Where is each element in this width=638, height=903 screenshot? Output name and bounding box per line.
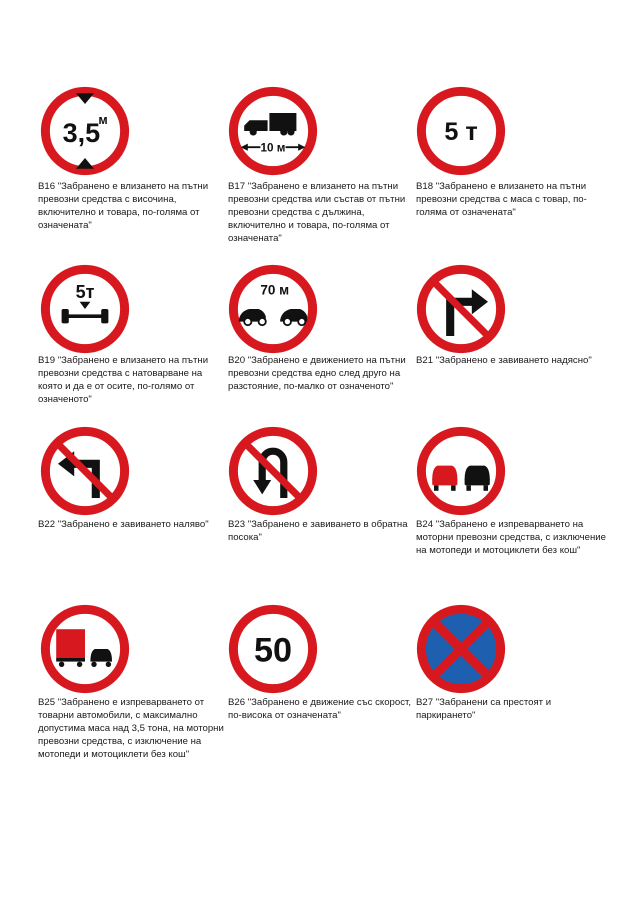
no-stopping-parking-sign-icon <box>416 604 506 694</box>
length-limit-sign-icon <box>228 86 318 176</box>
sign-caption: В27 "Забранени са престоят и паркирането" <box>416 697 552 721</box>
sign-caption: В17 "Забранено е влизането на пътни превозни средства или състав от пътни превозни средства с дължина, включително и товара, по-голяма от означената" <box>228 181 406 244</box>
sign-caption: В21 "Забранено е завиването надясно" <box>416 355 592 366</box>
svg-text:5т: 5т <box>75 282 95 303</box>
no-right-turn-sign-icon <box>416 264 506 354</box>
svg-text:м: м <box>98 112 108 127</box>
speed-limit-sign-icon <box>228 604 318 694</box>
svg-text:3,5: 3,5 <box>62 117 101 148</box>
sign-caption: В20 "Забранено е движението на пътни превозни средства едно след друго на разстояние, по-малко от означеното" <box>228 355 406 392</box>
sign-caption: В23 "Забранено е завиването в обратна посока" <box>228 519 408 543</box>
no-truck-overtaking-sign-icon <box>40 604 130 694</box>
no-u-turn-sign-icon <box>228 426 318 516</box>
sign-caption: В26 "Забранено е движение със скорост, по-висока от означената" <box>228 697 411 721</box>
sign-caption: В25 "Забранено е изпреварването от товарни автомобили, с максимално допустима маса над 3,5 тона, на моторни превозни средства, с изключение на мотопеди и мотоциклети без кош" <box>38 697 224 760</box>
sign-caption: В16 "Забранено е влизането на пътни превозни средства с височина, включително и товара, по-голяма от означената" <box>38 181 209 231</box>
svg-text:50: 50 <box>253 631 293 670</box>
min-distance-sign-icon <box>228 264 318 354</box>
no-overtaking-sign-icon <box>416 426 506 516</box>
svg-text:70 м: 70 м <box>260 282 290 298</box>
sign-caption: В24 "Забранено е изпреварването на моторни превозни средства, с изключение на мотопеди и мотоциклети без кош" <box>416 519 606 556</box>
no-left-turn-sign-icon <box>40 426 130 516</box>
sign-caption: В22 "Забранено е завиването наляво" <box>38 519 209 530</box>
axle-load-sign-icon <box>40 264 130 354</box>
sign-caption: В19 "Забранено е влизането на пътни превозни средства с натоварване на която и да е от осите, по-голямо от означеното" <box>38 355 209 405</box>
svg-text:5 т: 5 т <box>444 118 478 146</box>
sign-caption: В18 "Забранено е влизането на пътни превозни средства с маса с товар, по-голяма от означената" <box>416 181 587 218</box>
svg-text:10 м: 10 м <box>260 141 286 155</box>
weight-limit-sign-icon <box>416 86 506 176</box>
height-limit-sign-icon <box>40 86 130 176</box>
